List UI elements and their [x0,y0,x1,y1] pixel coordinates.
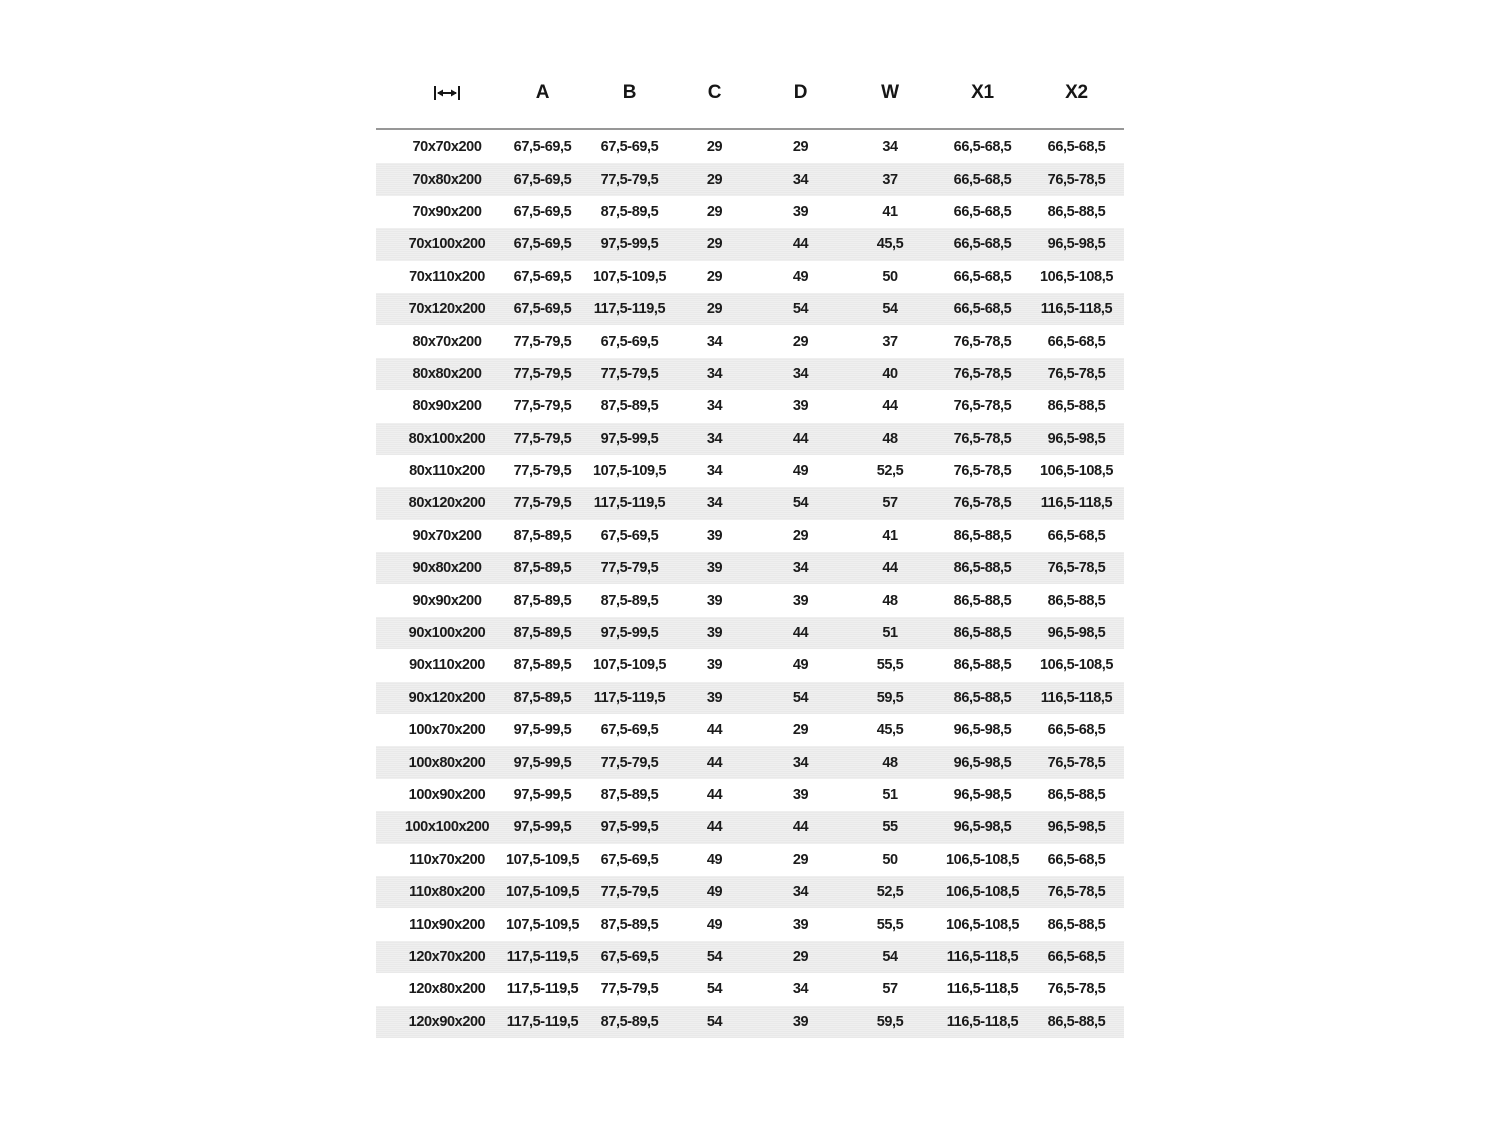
column-header-w: W [881,82,899,103]
cell-b: 97,5-99,5 [600,236,659,253]
cell-w: 37 [882,171,898,188]
cell-c: 39 [706,689,723,706]
cell-w: 34 [882,139,898,156]
cell-x1: 116,5-118,5 [946,948,1019,965]
dimension-table [376,75,1124,1038]
table-row [376,390,1124,422]
column-header-d: D [793,82,808,103]
row-size-label: 70x70x200 [412,139,482,156]
cell-x2: 106,5-108,5 [1040,463,1113,480]
table-row [376,131,1124,163]
cell-c: 44 [706,754,723,771]
cell-x1: 76,5-78,5 [953,463,1012,480]
cell-b: 67,5-69,5 [600,139,659,156]
cell-d: 54 [792,301,809,318]
cell-x1: 116,5-118,5 [946,1013,1019,1030]
cell-x1: 86,5-88,5 [953,625,1012,642]
table-header-row [376,75,1124,111]
row-size-label: 90x100x200 [408,625,486,642]
cell-a: 107,5-109,5 [506,916,579,933]
cell-c: 39 [706,592,723,609]
row-size-label: 110x90x200 [409,916,485,933]
cell-d: 29 [792,948,809,965]
table-row [376,163,1124,195]
cell-a: 97,5-99,5 [513,787,572,803]
cell-a: 67,5-69,5 [513,203,572,220]
cell-c: 39 [706,625,723,642]
row-size-label: 70x80x200 [412,171,482,188]
table-row [376,779,1124,811]
cell-c: 29 [706,236,723,253]
cell-d: 49 [792,268,809,285]
cell-c: 34 [706,398,723,415]
cell-b: 77,5-79,5 [600,884,659,901]
cell-x1: 86,5-88,5 [953,592,1012,609]
table-row [376,423,1124,455]
row-size-label: 120x70x200 [408,948,486,965]
cell-x2: 86,5-88,5 [1047,787,1106,803]
table-row [376,196,1124,228]
cell-d: 54 [792,689,809,706]
cell-w: 57 [882,981,898,998]
table-row [376,714,1124,746]
table-row [376,455,1124,487]
cell-b: 87,5-89,5 [600,916,659,933]
row-size-label: 80x100x200 [408,430,486,447]
cell-w: 45,5 [876,722,904,739]
width-dimension-icon [432,85,462,101]
row-size-label: 120x90x200 [408,1013,486,1030]
cell-d: 34 [792,560,809,577]
cell-x1: 116,5-118,5 [946,981,1019,998]
row-size-label: 80x90x200 [412,398,482,415]
row-size-label: 70x110x200 [409,268,485,285]
cell-x1: 76,5-78,5 [953,365,1012,382]
cell-c: 29 [706,139,723,156]
cell-x2: 86,5-88,5 [1047,398,1106,415]
cell-x2: 106,5-108,5 [1040,657,1113,674]
row-size-label: 70x120x200 [408,301,486,318]
table-row [376,228,1124,260]
cell-w: 51 [882,787,898,803]
row-size-label: 70x100x200 [408,236,486,253]
cell-x2: 86,5-88,5 [1047,1013,1106,1030]
cell-x1: 86,5-88,5 [953,689,1012,706]
cell-x2: 66,5-68,5 [1047,333,1106,350]
cell-a: 87,5-89,5 [513,560,572,577]
cell-a: 77,5-79,5 [513,333,572,350]
cell-x1: 106,5-108,5 [946,851,1019,868]
cell-w: 55,5 [876,916,904,933]
cell-x1: 86,5-88,5 [953,657,1012,674]
cell-d: 29 [792,139,809,156]
cell-w: 41 [882,527,898,544]
cell-a: 87,5-89,5 [513,527,572,544]
cell-b: 67,5-69,5 [600,527,659,544]
cell-b: 117,5-119,5 [593,689,666,706]
cell-d: 29 [792,527,809,544]
cell-b: 107,5-109,5 [593,657,666,674]
cell-c: 34 [706,463,723,480]
cell-b: 97,5-99,5 [600,625,659,642]
cell-x2: 76,5-78,5 [1047,884,1106,901]
cell-a: 77,5-79,5 [513,495,572,512]
cell-d: 39 [792,203,809,220]
table-row [376,973,1124,1005]
cell-w: 51 [882,625,898,642]
row-size-label: 90x90x200 [412,592,482,609]
cell-a: 67,5-69,5 [513,236,572,253]
cell-x2: 96,5-98,5 [1047,236,1106,253]
cell-b: 77,5-79,5 [600,560,659,577]
cell-x2: 86,5-88,5 [1047,203,1106,220]
table-row [376,520,1124,552]
row-size-label: 80x120x200 [408,495,486,512]
cell-w: 59,5 [876,1013,904,1030]
column-header-x1: X1 [971,82,994,103]
cell-x1: 86,5-88,5 [953,560,1012,577]
cell-b: 77,5-79,5 [600,754,659,771]
cell-a: 107,5-109,5 [506,884,579,901]
row-size-label: 80x80x200 [412,365,482,382]
cell-w: 37 [882,333,898,350]
cell-d: 49 [792,657,809,674]
column-header-b: B [622,82,637,103]
cell-b: 97,5-99,5 [600,430,659,447]
row-size-label: 110x80x200 [409,884,485,901]
cell-d: 44 [792,430,809,447]
cell-d: 34 [792,884,809,901]
cell-w: 48 [882,430,898,447]
cell-w: 50 [882,851,898,868]
row-size-label: 80x70x200 [412,333,482,350]
cell-x2: 76,5-78,5 [1047,365,1106,382]
row-size-label: 110x70x200 [409,851,485,868]
table-row [376,746,1124,778]
table-row [376,682,1124,714]
row-size-label: 100x70x200 [408,722,486,739]
cell-a: 97,5-99,5 [513,819,572,836]
row-size-label: 90x70x200 [412,527,482,544]
cell-c: 39 [706,527,723,544]
column-header-x2: X2 [1065,82,1088,103]
cell-x1: 86,5-88,5 [953,527,1012,544]
table-row [376,293,1124,325]
cell-d: 34 [792,981,809,998]
row-size-label: 80x110x200 [409,463,485,480]
cell-b: 107,5-109,5 [593,463,666,480]
cell-c: 29 [706,203,723,220]
cell-a: 77,5-79,5 [513,365,572,382]
cell-c: 44 [706,787,723,803]
cell-x2: 106,5-108,5 [1040,268,1113,285]
cell-d: 44 [792,236,809,253]
cell-a: 87,5-89,5 [513,657,572,674]
cell-d: 29 [792,333,809,350]
cell-x1: 106,5-108,5 [946,916,1019,933]
cell-b: 67,5-69,5 [600,333,659,350]
table-row [376,1006,1124,1038]
cell-c: 39 [706,657,723,674]
cell-x2: 76,5-78,5 [1047,754,1106,771]
cell-c: 34 [706,430,723,447]
cell-a: 67,5-69,5 [513,268,572,285]
cell-d: 34 [792,171,809,188]
cell-x2: 66,5-68,5 [1047,139,1106,156]
cell-d: 29 [792,722,809,739]
cell-w: 48 [882,754,898,771]
cell-w: 59,5 [876,689,904,706]
cell-b: 97,5-99,5 [600,819,659,836]
table-body [376,131,1124,1038]
cell-d: 49 [792,463,809,480]
row-size-label: 100x80x200 [408,754,486,771]
cell-c: 49 [706,851,723,868]
cell-c: 34 [706,365,723,382]
column-header-c: C [707,82,722,103]
cell-a: 117,5-119,5 [506,1013,579,1030]
cell-a: 67,5-69,5 [513,139,572,156]
cell-a: 77,5-79,5 [513,463,572,480]
cell-w: 41 [882,203,898,220]
cell-x1: 66,5-68,5 [953,236,1012,253]
cell-x1: 76,5-78,5 [953,430,1012,447]
table-row [376,552,1124,584]
cell-w: 57 [882,495,898,512]
cell-x1: 76,5-78,5 [953,398,1012,415]
cell-x2: 96,5-98,5 [1047,625,1106,642]
cell-b: 117,5-119,5 [593,301,666,318]
cell-b: 87,5-89,5 [600,787,659,803]
cell-c: 39 [706,560,723,577]
cell-d: 34 [792,754,809,771]
table-row [376,941,1124,973]
cell-x2: 66,5-68,5 [1047,948,1106,965]
row-size-label: 90x80x200 [412,560,482,577]
cell-x2: 96,5-98,5 [1047,819,1106,836]
cell-c: 29 [706,301,723,318]
cell-d: 34 [792,365,809,382]
cell-x2: 66,5-68,5 [1047,851,1106,868]
cell-d: 39 [792,592,809,609]
table-row [376,487,1124,519]
cell-a: 97,5-99,5 [513,722,572,739]
cell-d: 39 [792,787,809,803]
cell-w: 40 [882,365,898,382]
cell-w: 55 [882,819,898,836]
cell-w: 50 [882,268,898,285]
cell-a: 107,5-109,5 [506,851,579,868]
cell-d: 39 [792,916,809,933]
cell-w: 44 [882,398,898,415]
cell-w: 44 [882,560,898,577]
cell-b: 67,5-69,5 [600,722,659,739]
cell-w: 54 [882,301,898,318]
cell-b: 87,5-89,5 [600,398,659,415]
cell-c: 29 [706,171,723,188]
cell-b: 117,5-119,5 [593,495,666,512]
cell-a: 77,5-79,5 [513,430,572,447]
cell-b: 67,5-69,5 [600,851,659,868]
table-row [376,649,1124,681]
cell-b: 107,5-109,5 [593,268,666,285]
cell-x2: 76,5-78,5 [1047,981,1106,998]
header-icon-cell [376,85,498,101]
table-row [376,617,1124,649]
cell-x1: 96,5-98,5 [953,787,1012,803]
cell-c: 44 [706,819,723,836]
cell-x2: 116,5-118,5 [1040,689,1113,706]
table-row [376,908,1124,940]
cell-x1: 66,5-68,5 [953,268,1012,285]
cell-x2: 86,5-88,5 [1047,916,1106,933]
row-size-label: 70x90x200 [412,203,482,220]
cell-c: 44 [706,722,723,739]
cell-x2: 66,5-68,5 [1047,527,1106,544]
cell-c: 34 [706,333,723,350]
cell-x2: 76,5-78,5 [1047,560,1106,577]
table-row [376,844,1124,876]
cell-w: 54 [882,948,898,965]
cell-x2: 76,5-78,5 [1047,171,1106,188]
cell-b: 87,5-89,5 [600,203,659,220]
cell-a: 67,5-69,5 [513,301,572,318]
cell-w: 55,5 [876,657,904,674]
table-row [376,811,1124,843]
cell-x1: 76,5-78,5 [953,333,1012,350]
cell-d: 39 [792,398,809,415]
cell-w: 45,5 [876,236,904,253]
cell-c: 49 [706,916,723,933]
cell-b: 77,5-79,5 [600,981,659,998]
cell-c: 49 [706,884,723,901]
cell-c: 54 [706,948,723,965]
cell-b: 77,5-79,5 [600,365,659,382]
cell-x2: 116,5-118,5 [1040,495,1113,512]
cell-a: 87,5-89,5 [513,689,572,706]
cell-x1: 66,5-68,5 [953,301,1012,318]
cell-b: 87,5-89,5 [600,1013,659,1030]
cell-b: 77,5-79,5 [600,171,659,188]
cell-w: 52,5 [876,463,904,480]
cell-x2: 66,5-68,5 [1047,722,1106,739]
row-size-label: 100x100x200 [404,819,490,836]
cell-a: 117,5-119,5 [506,948,579,965]
cell-x1: 66,5-68,5 [953,171,1012,188]
row-size-label: 90x110x200 [409,657,485,674]
cell-a: 97,5-99,5 [513,754,572,771]
cell-a: 67,5-69,5 [513,171,572,188]
cell-d: 29 [792,851,809,868]
cell-a: 87,5-89,5 [513,592,572,609]
row-size-label: 100x90x200 [408,787,486,803]
table-row [376,584,1124,616]
cell-x1: 66,5-68,5 [953,139,1012,156]
row-size-label: 90x120x200 [408,689,486,706]
cell-d: 54 [792,495,809,512]
cell-x1: 66,5-68,5 [953,203,1012,220]
cell-a: 77,5-79,5 [513,398,572,415]
cell-d: 39 [792,1013,809,1030]
table-row [376,261,1124,293]
cell-c: 29 [706,268,723,285]
cell-d: 44 [792,625,809,642]
cell-c: 54 [706,981,723,998]
cell-x1: 96,5-98,5 [953,819,1012,836]
cell-w: 48 [882,592,898,609]
cell-x1: 76,5-78,5 [953,495,1012,512]
cell-c: 54 [706,1013,723,1030]
table-row [376,358,1124,390]
cell-x1: 106,5-108,5 [946,884,1019,901]
cell-b: 87,5-89,5 [600,592,659,609]
header-divider [376,128,1124,130]
cell-x1: 96,5-98,5 [953,722,1012,739]
cell-x2: 96,5-98,5 [1047,430,1106,447]
cell-x2: 116,5-118,5 [1040,301,1113,318]
cell-b: 67,5-69,5 [600,948,659,965]
cell-a: 117,5-119,5 [506,981,579,998]
table-row [376,325,1124,357]
cell-x2: 86,5-88,5 [1047,592,1106,609]
cell-x1: 96,5-98,5 [953,754,1012,771]
cell-c: 34 [706,495,723,512]
table-row [376,876,1124,908]
row-size-label: 120x80x200 [408,981,486,998]
cell-w: 52,5 [876,884,904,901]
column-header-a: A [535,82,550,103]
cell-d: 44 [792,819,809,836]
cell-a: 87,5-89,5 [513,625,572,642]
